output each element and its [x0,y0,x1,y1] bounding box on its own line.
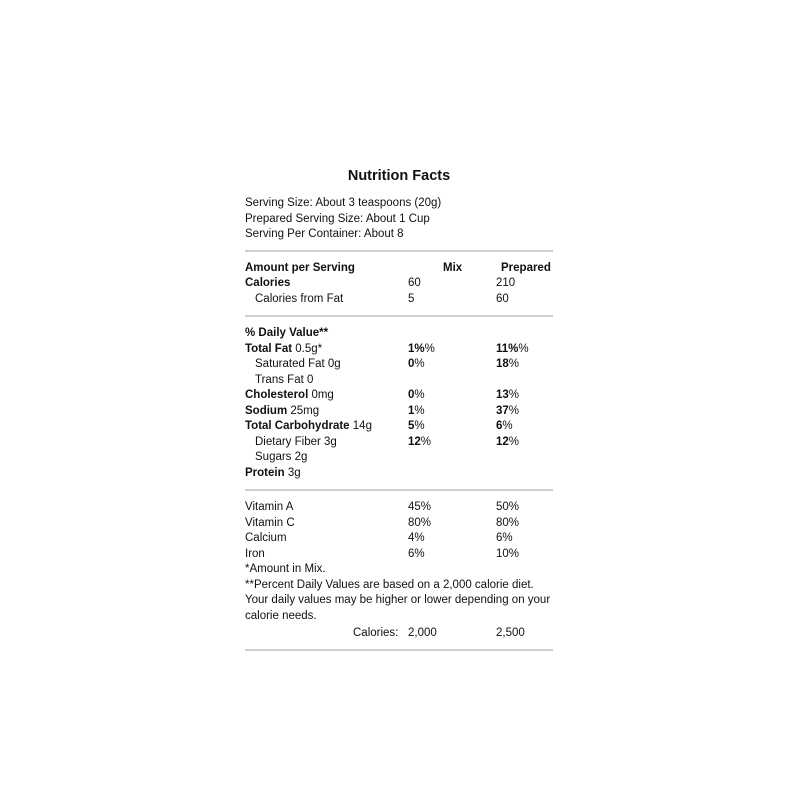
vitamin-row [245,516,553,532]
prepared-serving-size: Prepared Serving Size: About 1 Cup [245,212,430,225]
nutrient-mix-dv [408,435,431,451]
nutrient-prepared-dv [496,342,529,358]
nutrient-mix-unit: % [414,420,425,432]
nutrient-prepared-unit: % [508,358,520,370]
vitamin-prepared: 80% [496,516,520,529]
nutrient-amount: Sugars 2g [255,451,308,463]
nutrient-name-bold: Protein [245,466,285,479]
nutrient-mix-dv [408,419,425,435]
nutrient-amount: 14g [349,420,372,432]
nutrient-prepared-value: 13 [496,389,509,401]
calorie-reference-row: Calories: 2,000 2,500 [353,627,525,639]
divider [245,250,553,252]
nutrient-amount: 0mg [308,389,334,401]
nutrient-mix-value: 1% [408,342,425,355]
nutrient-prepared-unit: % [508,404,520,417]
footnote-mix: *Amount in Mix. [245,563,326,575]
nutrient-prepared-unit: % [508,435,520,448]
nutrient-row [245,357,553,373]
vitamin-list [245,500,553,562]
nutrient-row [245,419,553,435]
nutrient-amount: 0.5g* [292,342,323,355]
nutrient-mix-unit: % [414,358,425,370]
nutrient-name-bold: Total Carbohydrate [245,420,350,432]
nutrient-row [245,373,553,389]
nutrient-name [245,373,313,389]
vitamin-name: Calcium [245,532,287,544]
serving-size: Serving Size: About 3 teaspoons (20g) [245,197,442,209]
nutrient-name [245,404,319,420]
nutrient-amount: Trans Fat 0 [255,373,314,386]
nutrient-prepared-dv [496,388,519,404]
vitamin-mix: 4% [408,532,425,544]
vitamin-name: Vitamin A [245,501,294,513]
nutrient-row [245,404,553,420]
footnote-daily-value: **Percent Daily Values are based on a 2,000 calorie diet. Your daily values may be higher or lower depending on your calorie needs. [245,578,551,622]
nutrient-prepared-value: 37 [496,404,509,417]
nutrition-label [245,165,553,660]
vitamin-mix: 45% [408,501,432,513]
nutrient-amount: Saturated Fat 0g [255,358,341,370]
nutrient-row [245,450,553,466]
nutrient-row [245,388,553,404]
nutrient-mix-value: 1 [408,404,415,417]
nutrient-name [245,419,372,435]
nutrient-mix-dv [408,388,425,404]
vitamin-name: Iron [245,547,265,560]
nutrient-mix-dv [408,342,435,358]
nutrient-prepared-dv [496,404,519,420]
calories-from-fat-row: Calories from Fat 5 60 [255,292,509,305]
nutrient-mix-value: 0 [408,358,415,370]
nutrient-prepared-value: 18 [496,358,509,370]
vitamin-row [245,500,553,516]
nutrient-prepared-value: 6 [496,420,503,432]
nutrient-prepared-unit: % [502,420,513,432]
nutrient-mix-value: 12 [408,435,421,448]
nutrient-prepared-dv [496,419,513,435]
nutrient-mix-dv [408,357,425,373]
nutrient-prepared-dv [496,357,519,373]
divider [245,315,553,317]
vitamin-mix: 6% [408,547,425,560]
vitamin-mix: 80% [408,516,432,529]
servings-per-container: Serving Per Container: About 8 [245,228,404,240]
divider [245,489,553,491]
nutrient-row [245,466,553,482]
nutrient-name [245,435,337,451]
nutrient-row [245,342,553,358]
nutrient-prepared-value: 12 [496,435,509,448]
amount-header: Amount per Serving [245,261,355,274]
mix-header: Mix [443,261,463,274]
prepared-header: Prepared [501,261,551,274]
divider [245,649,553,651]
nutrient-name [245,450,307,466]
vitamin-prepared: 50% [496,501,520,513]
nutrient-name [245,357,341,373]
nutrient-name-bold: Cholesterol [245,389,309,401]
nutrient-amount: 25mg [287,404,320,417]
amount-header-row [245,261,553,277]
vitamin-row [245,531,553,547]
nutrient-name [245,466,301,482]
daily-value-header: % Daily Value** [245,327,329,339]
nutrient-mix-value: 5 [408,420,415,432]
nutrient-mix-unit: % [420,435,432,448]
nutrient-prepared-unit: % [518,342,529,355]
nutrient-prepared-dv [496,435,519,451]
nutrient-amount: Dietary Fiber 3g [255,435,337,448]
nutrient-mix-unit: % [414,404,425,417]
nutrient-prepared-value: 11% [496,342,519,355]
nutrient-amount: 3g [284,466,301,479]
label-title: Nutrition Facts [347,168,451,184]
nutrient-mix-unit: % [424,342,435,355]
vitamin-row [245,547,553,563]
vitamin-prepared: 6% [496,532,513,544]
nutrient-name-bold: Sodium [245,404,288,417]
nutrient-mix-unit: % [414,389,425,401]
nutrient-prepared-unit: % [508,389,520,401]
nutrient-row [245,435,553,451]
calories-row: Calories 60 210 [245,277,516,289]
nutrient-name [245,388,334,404]
nutrient-mix-dv [408,404,425,420]
nutrient-list [245,342,553,482]
nutrient-name [245,342,322,358]
nutrient-mix-value: 0 [408,389,415,401]
vitamin-name: Vitamin C [245,516,295,529]
nutrient-name-bold: Total Fat [245,342,293,355]
vitamin-prepared: 10% [496,547,520,560]
